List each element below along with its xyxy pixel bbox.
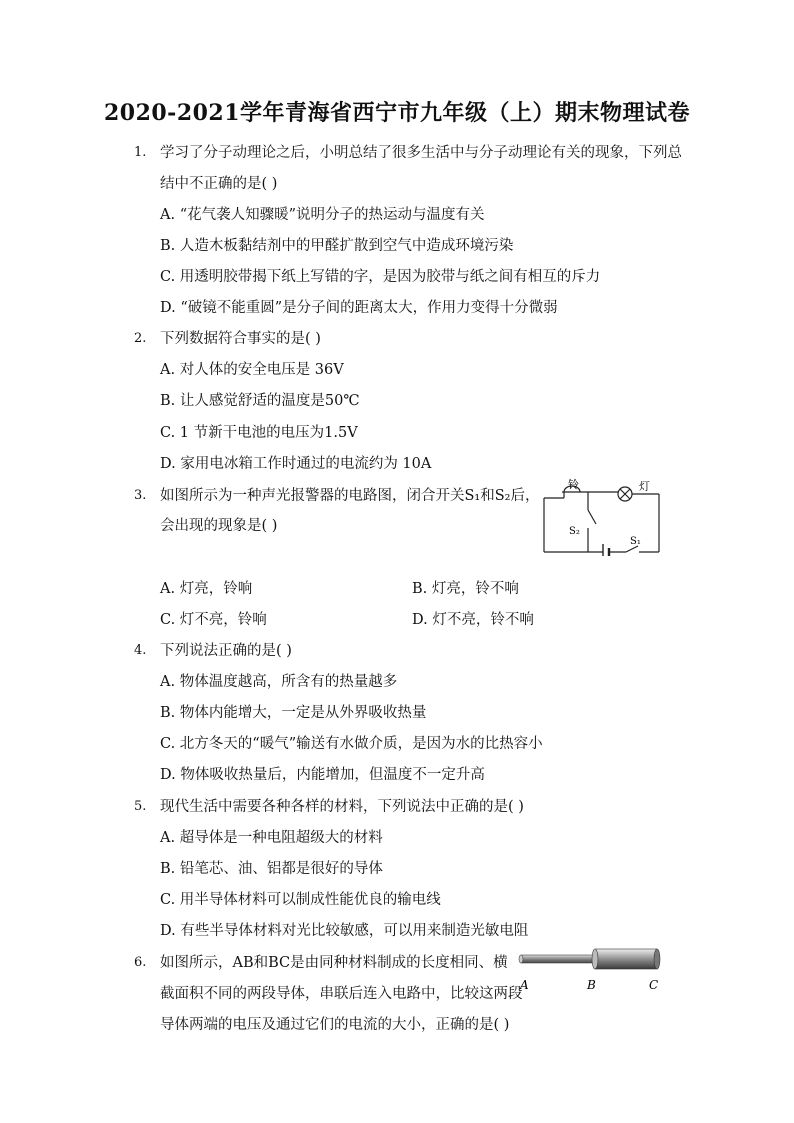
s2-label: S₂ [569,526,580,537]
switch-s2-icon [588,510,596,524]
question-4-option-d: D. 物体吸收热量后，内能增加，但温度不一定升高 [160,767,485,783]
question-3-option-b: B. 灯亮，铃不响 [412,581,519,597]
thick-conductor-bc [595,949,657,969]
question-4-stem: 下列说法正确的是( ) [160,643,292,659]
question-1-option-d: D. “破镜不能重圆”是分子间的距离太大，作用力变得十分微弱 [160,300,558,316]
question-1-stem-line-2: 结中不正确的是( ) [160,176,278,192]
question-5-stem: 现代生活中需要各种各样的材料，下列说法中正确的是( ) [160,799,524,815]
question-2-option-b: B. 让人感觉舒适的温度是50℃ [160,393,360,409]
question-3-option-c: C. 灯不亮，铃响 [160,612,267,628]
thin-conductor-ab [521,955,595,963]
question-2-number: 2. [134,331,147,346]
question-3-option-a: A. 灯亮，铃响 [160,581,253,597]
question-3-stem-line-2: 会出现的现象是( ) [160,518,278,534]
question-5-option-a: A. 超导体是一种电阻超级大的材料 [160,830,383,846]
question-2-stem: 下列数据符合事实的是( ) [160,331,321,347]
question-1-option-c: C. 用透明胶带揭下纸上写错的字，是因为胶带与纸之间有相互的斥力 [160,269,601,285]
question-5-option-b: B. 铅笔芯、油、铝都是很好的导体 [160,861,383,877]
question-3-number: 3. [134,488,147,503]
question-2-option-d: D. 家用电冰箱工作时通过的电流约为 10A [160,456,432,472]
battery-icon [603,544,609,556]
label-b: B [587,978,596,992]
alarm-circuit-diagram [538,476,668,556]
question-5-option-d: D. 有些半导体材料对光比较敏感，可以用来制造光敏电阻 [160,923,529,939]
question-1-option-b: B. 人造木板黏结剂中的甲醛扩散到空气中造成环境污染 [160,238,514,254]
question-6-stem-line-2: 截面积不同的两段导体，串联后连入电路中，比较这两段 [160,986,523,1002]
question-6-number: 6. [134,955,147,970]
lamp-label: 灯 [639,480,650,493]
question-1-option-a: A. “花气袭人知骤暖”说明分子的热运动与温度有关 [160,207,485,223]
question-6-stem-line-1: 如图所示，AB和BC是由同种材料制成的长度相同、横 [160,955,508,971]
question-3-stem-line-1: 如图所示为一种声光报警器的电路图，闭合开关S₁和S₂后， [160,488,540,504]
question-4-option-c: C. 北方冬天的“暖气”输送有水做介质，是因为水的比热容小 [160,736,543,752]
question-4-number: 4. [134,643,147,658]
question-4-option-a: A. 物体温度越高，所含有的热量越多 [160,674,398,690]
question-2-option-c: C. 1 节新干电池的电压为1.5V [160,425,358,441]
bell-label: 铃 [568,478,579,491]
label-c: C [649,978,659,992]
page-title: 2020-2021学年青海省西宁市九年级（上）期末物理试卷 [103,100,691,126]
question-2-option-a: A. 对人体的安全电压是 36V [160,362,344,378]
conductor-diagram [515,943,665,995]
question-5-option-c: C. 用半导体材料可以制成性能优良的输电线 [160,892,441,908]
label-a: A [520,978,529,992]
question-3-option-d: D. 灯不亮，铃不响 [412,612,534,628]
question-6-stem-line-3: 导体两端的电压及通过它们的电流的大小，正确的是( ) [160,1017,510,1033]
question-1-stem-line-1: 学习了分子动理论之后，小明总结了很多生活中与分子动理论有关的现象，下列总 [160,145,682,161]
s1-label: S₁ [630,536,641,547]
question-1-number: 1. [134,145,147,160]
question-5-number: 5. [134,799,147,814]
question-4-option-b: B. 物体内能增大，一定是从外界吸收热量 [160,705,427,721]
